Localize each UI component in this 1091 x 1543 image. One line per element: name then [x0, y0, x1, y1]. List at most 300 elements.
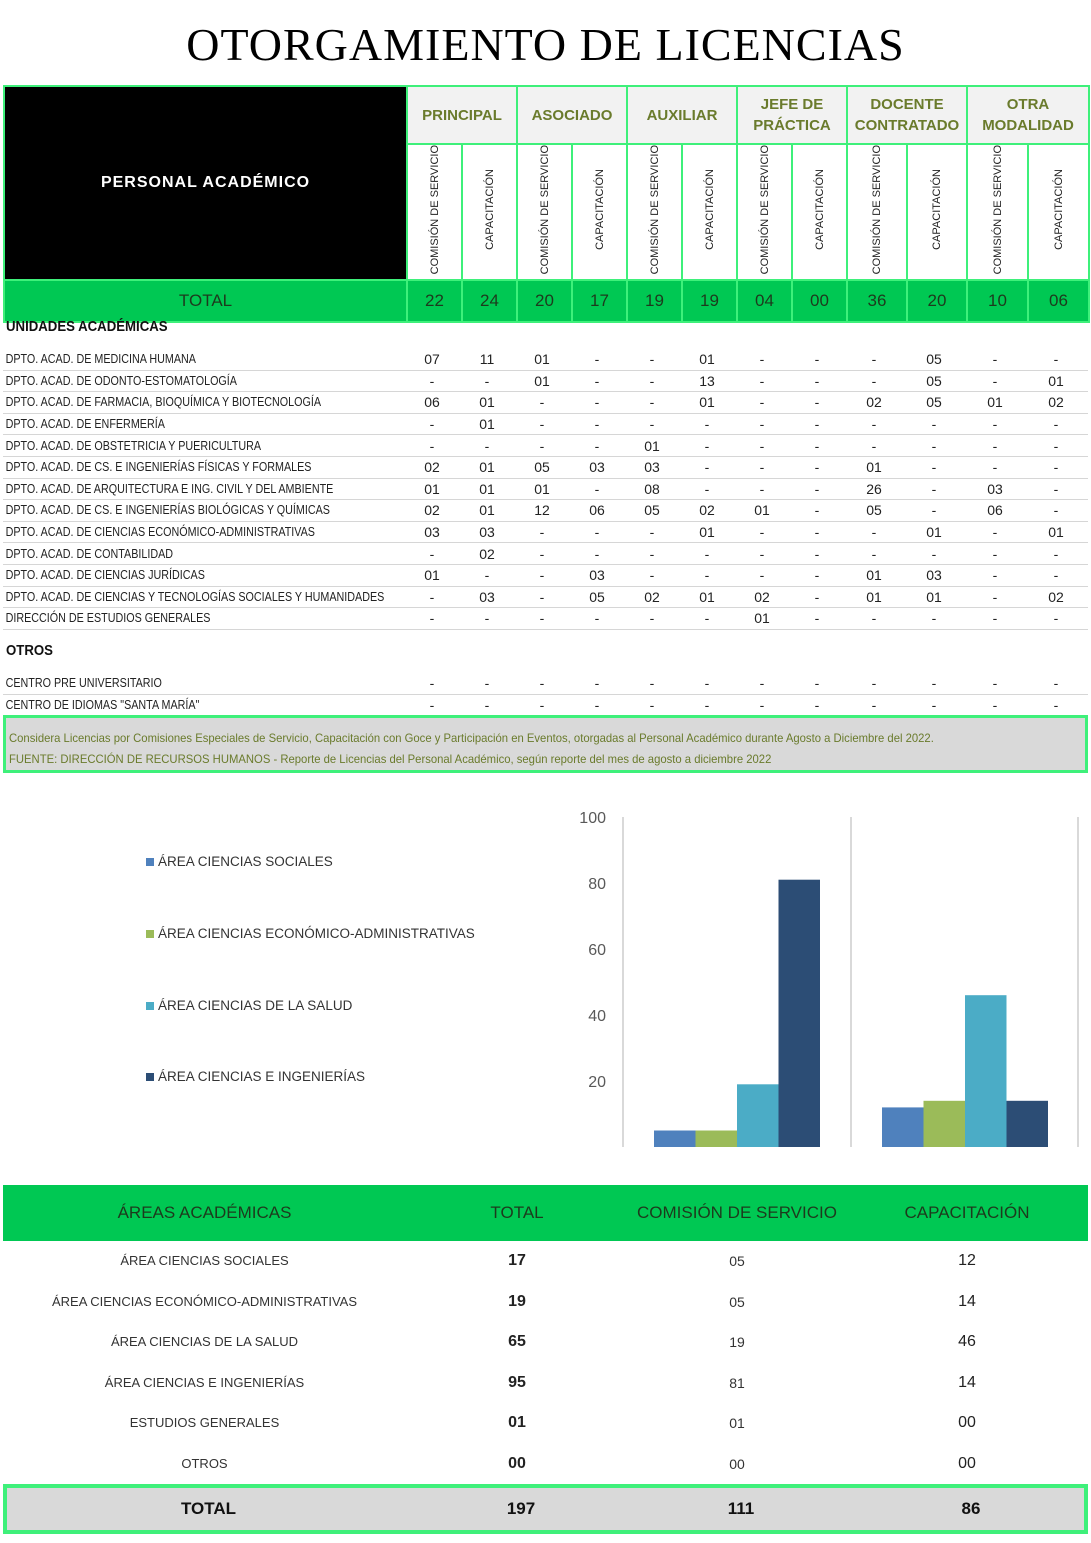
- row-value: 01: [926, 588, 942, 605]
- subheader-comision: COMISIÓN DE SERVICIO: [627, 144, 682, 280]
- row-value: -: [429, 545, 435, 562]
- y-tick-label: 40: [588, 1008, 606, 1025]
- row-label: DPTO. ACAD. DE CS. E INGENIERÍAS BIOLÓGICAS Y QUÍMICAS: [5, 503, 330, 518]
- row-value: -: [594, 372, 600, 389]
- row-value: 01: [866, 567, 882, 584]
- row-label: DIRECCIÓN DE ESTUDIOS GENERALES: [5, 611, 211, 626]
- table-row: [3, 500, 1088, 522]
- area-total: 01: [508, 1414, 526, 1431]
- row-value: 01: [1048, 372, 1064, 389]
- row-label: DPTO. ACAD. DE CIENCIAS JURÍDICAS: [5, 568, 205, 583]
- row-value: -: [871, 675, 877, 692]
- row-value: -: [539, 524, 545, 541]
- table-row: [3, 522, 1088, 544]
- table-row: [3, 543, 1088, 565]
- row-value: -: [871, 545, 877, 562]
- row-value: 02: [754, 588, 770, 605]
- row-value: -: [814, 588, 820, 605]
- subheader-capacitacion: CAPACITACIÓN: [907, 144, 967, 280]
- group-principal: PRINCIPAL: [407, 86, 517, 144]
- row-value: -: [759, 459, 765, 476]
- total-value: 06: [1028, 280, 1089, 322]
- row-value: -: [871, 524, 877, 541]
- row-value: 03: [644, 459, 660, 476]
- row-value: 01: [534, 372, 550, 389]
- row-value: -: [429, 416, 435, 433]
- table-row: [3, 1444, 1088, 1484]
- row-value: -: [484, 372, 490, 389]
- subheader-capacitacion: CAPACITACIÓN: [462, 144, 517, 280]
- row-value: -: [871, 372, 877, 389]
- row-value: -: [1053, 351, 1059, 368]
- row-label: DPTO. ACAD. DE CIENCIAS ECONÓMICO-ADMINISTRATIVAS: [5, 525, 315, 540]
- table-row: [3, 673, 1088, 695]
- row-value: -: [814, 459, 820, 476]
- row-value: -: [814, 675, 820, 692]
- group-asociado: ASOCIADO: [517, 86, 627, 144]
- bar: [924, 1101, 966, 1147]
- area-comision: 05: [729, 1253, 745, 1269]
- row-value: -: [539, 588, 545, 605]
- chart-svg: [0, 790, 1091, 1160]
- row-value: -: [759, 545, 765, 562]
- area-total: 17: [508, 1252, 526, 1269]
- row-value: -: [539, 567, 545, 584]
- row-value: -: [992, 372, 998, 389]
- y-tick-label: 100: [579, 810, 606, 827]
- row-value: 06: [424, 394, 440, 411]
- area-capacitacion: 12: [958, 1252, 976, 1269]
- row-value: -: [429, 437, 435, 454]
- total-value: 22: [407, 280, 462, 322]
- row-value: -: [992, 545, 998, 562]
- area-area: ESTUDIOS GENERALES: [129, 1415, 280, 1430]
- row-value: 05: [926, 394, 942, 411]
- row-value: 01: [754, 502, 770, 519]
- personal-academico-header: PERSONAL ACADÉMICO: [4, 86, 407, 280]
- header-total: TOTAL: [490, 1203, 544, 1222]
- row-value: 01: [479, 502, 495, 519]
- row-label: DPTO. ACAD. DE OBSTETRICIA Y PUERICULTURA: [5, 438, 262, 453]
- row-value: -: [759, 372, 765, 389]
- total-value: 10: [967, 280, 1028, 322]
- row-value: -: [429, 696, 435, 713]
- areas-header: [3, 1185, 1088, 1241]
- row-value: 03: [589, 459, 605, 476]
- row-value: 02: [1048, 394, 1064, 411]
- row-value: -: [759, 394, 765, 411]
- row-value: -: [814, 351, 820, 368]
- row-value: -: [814, 524, 820, 541]
- row-value: 06: [987, 502, 1003, 519]
- row-value: 11: [479, 351, 495, 368]
- row-value: 03: [424, 524, 440, 541]
- row-value: -: [649, 545, 655, 562]
- row-value: -: [704, 567, 710, 584]
- table-row: [3, 457, 1088, 479]
- row-label: DPTO. ACAD. DE CS. E INGENIERÍAS FÍSICAS Y FORMALES: [5, 460, 312, 475]
- row-value: -: [1053, 675, 1059, 692]
- row-value: -: [594, 351, 600, 368]
- total-value: 17: [572, 280, 627, 322]
- row-value: 13: [699, 372, 715, 389]
- row-value: -: [484, 610, 490, 627]
- row-value: -: [814, 502, 820, 519]
- group-otra-modalidad: OTRA MODALIDAD: [967, 86, 1089, 144]
- row-value: -: [759, 351, 765, 368]
- row-label: DPTO. ACAD. DE CIENCIAS Y TECNOLOGÍAS SOCIALES Y HUMANIDADES: [5, 589, 385, 604]
- row-value: -: [992, 459, 998, 476]
- table-row: [3, 1282, 1088, 1322]
- row-value: -: [704, 416, 710, 433]
- row-value: 01: [479, 416, 495, 433]
- row-value: 12: [534, 502, 550, 519]
- row-value: 26: [866, 480, 882, 497]
- row-value: -: [539, 675, 545, 692]
- row-value: -: [814, 610, 820, 627]
- row-value: 02: [479, 545, 495, 562]
- row-value: 01: [644, 437, 660, 454]
- row-value: 05: [534, 459, 550, 476]
- row-value: -: [1053, 502, 1059, 519]
- row-value: 05: [866, 502, 882, 519]
- subheader-comision: COMISIÓN DE SERVICIO: [967, 144, 1028, 280]
- row-value: 03: [479, 588, 495, 605]
- table-row: [3, 587, 1088, 609]
- row-value: -: [931, 480, 937, 497]
- total-row-capacitacion: 86: [961, 1499, 981, 1518]
- row-label: DPTO. ACAD. DE CONTABILIDAD: [5, 546, 174, 561]
- row-value: -: [931, 545, 937, 562]
- total-value: 00: [792, 280, 847, 322]
- table-row: [3, 565, 1088, 587]
- row-value: -: [594, 545, 600, 562]
- row-value: -: [1053, 696, 1059, 713]
- row-value: 05: [926, 372, 942, 389]
- row-value: -: [992, 567, 998, 584]
- row-value: -: [484, 696, 490, 713]
- row-value: -: [429, 588, 435, 605]
- row-value: -: [539, 696, 545, 713]
- row-value: -: [704, 480, 710, 497]
- area-capacitacion: 14: [958, 1373, 976, 1391]
- row-value: 05: [926, 351, 942, 368]
- row-value: 07: [424, 351, 440, 368]
- row-value: -: [1053, 610, 1059, 627]
- row-value: -: [649, 610, 655, 627]
- row-value: 05: [589, 588, 605, 605]
- area-comision: 01: [729, 1415, 745, 1431]
- row-value: -: [484, 675, 490, 692]
- row-value: -: [649, 696, 655, 713]
- area-comision: 81: [729, 1374, 745, 1391]
- bar: [882, 1107, 924, 1147]
- header-areas: ÁREAS ACADÉMICAS: [117, 1203, 292, 1222]
- row-value: 01: [699, 394, 715, 411]
- row-value: 01: [479, 480, 495, 497]
- row-value: -: [649, 675, 655, 692]
- row-value: -: [759, 437, 765, 454]
- legend-label: ÁREA CIENCIAS SOCIALES: [158, 854, 333, 869]
- unidades-list: [3, 349, 1088, 630]
- area-total: 65: [508, 1333, 526, 1350]
- row-value: 01: [866, 588, 882, 605]
- row-value: 02: [699, 502, 715, 519]
- total-row-total: 197: [506, 1499, 536, 1518]
- row-value: -: [484, 567, 490, 584]
- area-comision: 19: [729, 1334, 745, 1350]
- legend-label: ÁREA CIENCIAS ECONÓMICO-ADMINISTRATIVAS: [158, 926, 475, 941]
- group-jefe-practica: JEFE DE PRÁCTICA: [737, 86, 847, 144]
- unidades-heading: UNIDADES ACADÉMICAS: [6, 318, 168, 335]
- row-value: -: [871, 351, 877, 368]
- row-value: -: [704, 696, 710, 713]
- row-value: -: [594, 480, 600, 497]
- total-row-comision: 111: [727, 1499, 755, 1518]
- area-total: 00: [508, 1454, 526, 1472]
- row-value: 01: [479, 394, 495, 411]
- row-value: 01: [1048, 524, 1064, 541]
- area-capacitacion: 00: [958, 1454, 976, 1472]
- header-comision: COMISIÓN DE SERVICIO: [637, 1203, 837, 1222]
- total-value: 20: [517, 280, 572, 322]
- bar: [779, 880, 821, 1147]
- row-value: -: [871, 610, 877, 627]
- row-value: 01: [534, 351, 550, 368]
- table-row: [3, 608, 1088, 630]
- row-label: DPTO. ACAD. DE ODONTO-ESTOMATOLOGÍA: [5, 373, 237, 388]
- total-value: 04: [737, 280, 792, 322]
- row-value: -: [1053, 459, 1059, 476]
- note-line-1: Considera Licencias por Comisiones Especiales de Servicio, Capacitación con Goce y Participación en Eventos, otorgadas al Personal Académico durante Agosto a Diciembre del 2022.: [9, 731, 934, 745]
- bar-chart: [0, 790, 1091, 1160]
- total-value: 36: [847, 280, 907, 322]
- bar: [654, 1131, 696, 1148]
- row-value: -: [931, 416, 937, 433]
- row-value: -: [539, 545, 545, 562]
- row-value: -: [429, 610, 435, 627]
- row-value: -: [931, 696, 937, 713]
- row-value: -: [1053, 567, 1059, 584]
- row-value: -: [1053, 416, 1059, 433]
- row-value: -: [539, 394, 545, 411]
- area-area: ÁREA CIENCIAS ECONÓMICO-ADMINISTRATIVAS: [51, 1293, 358, 1309]
- row-value: -: [649, 416, 655, 433]
- row-value: 01: [926, 524, 942, 541]
- row-value: -: [539, 416, 545, 433]
- legend-label: ÁREA CIENCIAS DE LA SALUD: [158, 998, 353, 1013]
- total-value: 19: [682, 280, 737, 322]
- table-row: [3, 479, 1088, 501]
- row-value: 01: [699, 524, 715, 541]
- group-auxiliar: AUXILIAR: [627, 86, 737, 144]
- row-value: -: [594, 394, 600, 411]
- area-comision: 05: [729, 1293, 745, 1310]
- row-value: -: [759, 416, 765, 433]
- row-value: -: [814, 567, 820, 584]
- subheader-capacitacion: CAPACITACIÓN: [792, 144, 847, 280]
- subheader-capacitacion: CAPACITACIÓN: [1028, 144, 1089, 280]
- note-line-2: FUENTE: DIRECCIÓN DE RECURSOS HUMANOS - Reporte de Licencias del Personal Académico, según reporte del mes de agosto a diciembre 2022: [9, 752, 772, 766]
- row-value: 03: [589, 567, 605, 584]
- row-value: -: [814, 416, 820, 433]
- y-tick-label: 80: [588, 876, 606, 893]
- row-value: -: [759, 675, 765, 692]
- header-capacitacion: CAPACITACIÓN: [904, 1203, 1030, 1222]
- area-capacitacion: 46: [958, 1333, 976, 1350]
- row-value: -: [704, 545, 710, 562]
- y-tick-label: 60: [588, 942, 606, 959]
- row-value: -: [814, 480, 820, 497]
- table-row: [3, 1403, 1088, 1443]
- row-value: -: [931, 675, 937, 692]
- row-value: 06: [589, 502, 605, 519]
- row-value: -: [931, 610, 937, 627]
- row-value: -: [704, 610, 710, 627]
- row-value: 03: [987, 480, 1003, 497]
- bar: [965, 995, 1007, 1147]
- row-value: -: [814, 437, 820, 454]
- row-value: -: [931, 437, 937, 454]
- row-value: -: [759, 567, 765, 584]
- total-label: TOTAL: [4, 280, 407, 322]
- area-capacitacion: 14: [958, 1292, 976, 1310]
- row-value: -: [814, 545, 820, 562]
- row-value: -: [539, 437, 545, 454]
- row-value: 02: [1048, 588, 1064, 605]
- row-value: -: [759, 480, 765, 497]
- row-value: -: [992, 696, 998, 713]
- area-area: ÁREA CIENCIAS E INGENIERÍAS: [104, 1374, 305, 1390]
- table-row: [3, 1322, 1088, 1362]
- row-value: -: [429, 675, 435, 692]
- source-note: [3, 715, 1088, 773]
- row-value: 08: [644, 480, 660, 497]
- subheader-comision: COMISIÓN DE SERVICIO: [737, 144, 792, 280]
- area-total: 19: [508, 1292, 526, 1310]
- row-value: 03: [926, 567, 942, 584]
- row-value: -: [931, 502, 937, 519]
- row-value: -: [1053, 545, 1059, 562]
- table-row: [3, 1241, 1088, 1281]
- row-value: 02: [424, 459, 440, 476]
- bar: [1007, 1101, 1049, 1147]
- row-value: -: [992, 588, 998, 605]
- row-label: DPTO. ACAD. DE MEDICINA HUMANA: [5, 352, 196, 367]
- subheader-capacitacion: CAPACITACIÓN: [572, 144, 627, 280]
- row-value: -: [814, 372, 820, 389]
- group-docente-contratado: DOCENTE CONTRATADO: [847, 86, 967, 144]
- row-value: -: [992, 351, 998, 368]
- total-value: 20: [907, 280, 967, 322]
- row-value: -: [594, 416, 600, 433]
- row-value: -: [704, 459, 710, 476]
- table-row: [3, 414, 1088, 436]
- area-comision: 00: [729, 1455, 745, 1472]
- table-row: [3, 371, 1088, 393]
- total-row-label: TOTAL: [180, 1499, 237, 1518]
- row-value: -: [1053, 480, 1059, 497]
- page-title: OTORGAMIENTO DE LICENCIAS: [186, 19, 905, 70]
- row-value: 01: [699, 588, 715, 605]
- row-value: -: [429, 372, 435, 389]
- subheader-comision: COMISIÓN DE SERVICIO: [517, 144, 572, 280]
- table-row: [3, 349, 1088, 371]
- row-value: -: [871, 696, 877, 713]
- row-value: -: [992, 675, 998, 692]
- otros-list: [3, 673, 1088, 716]
- row-value: 01: [424, 567, 440, 584]
- row-value: -: [649, 372, 655, 389]
- area-capacitacion: 00: [958, 1414, 976, 1431]
- row-label: CENTRO DE IDIOMAS "SANTA MARÍA": [5, 697, 200, 712]
- table-row: [3, 1363, 1088, 1403]
- row-value: -: [1053, 437, 1059, 454]
- row-value: 01: [987, 394, 1003, 411]
- row-value: -: [871, 437, 877, 454]
- bar: [696, 1131, 738, 1148]
- row-value: -: [594, 675, 600, 692]
- area-area: ÁREA CIENCIAS SOCIALES: [120, 1253, 289, 1268]
- table-row: [3, 695, 1088, 717]
- row-value: 01: [754, 610, 770, 627]
- licencias-table: [3, 85, 1090, 323]
- row-label: CENTRO PRE UNIVERSITARIO: [5, 676, 162, 691]
- row-value: 02: [644, 588, 660, 605]
- row-value: -: [649, 567, 655, 584]
- row-value: 02: [866, 394, 882, 411]
- row-value: 01: [424, 480, 440, 497]
- row-label: DPTO. ACAD. DE ENFERMERÍA: [5, 417, 165, 432]
- row-value: -: [484, 437, 490, 454]
- total-value: 24: [462, 280, 517, 322]
- row-value: -: [649, 394, 655, 411]
- row-value: -: [704, 675, 710, 692]
- subheader-comision: COMISIÓN DE SERVICIO: [847, 144, 907, 280]
- area-area: OTROS: [181, 1455, 228, 1471]
- row-value: 01: [479, 459, 495, 476]
- area-area: ÁREA CIENCIAS DE LA SALUD: [110, 1334, 299, 1349]
- row-value: -: [992, 524, 998, 541]
- row-value: -: [594, 437, 600, 454]
- table-row: [3, 392, 1088, 414]
- row-label: DPTO. ACAD. DE ARQUITECTURA E ING. CIVIL Y DEL AMBIENTE: [5, 481, 334, 496]
- row-value: -: [594, 524, 600, 541]
- row-value: 02: [424, 502, 440, 519]
- row-value: 01: [699, 351, 715, 368]
- row-value: -: [992, 437, 998, 454]
- row-value: -: [759, 524, 765, 541]
- otros-heading: OTROS: [6, 642, 53, 659]
- row-value: -: [814, 696, 820, 713]
- subheader-comision: COMISIÓN DE SERVICIO: [407, 144, 462, 280]
- row-value: -: [871, 416, 877, 433]
- row-value: -: [814, 394, 820, 411]
- row-value: -: [594, 696, 600, 713]
- total-value: 19: [627, 280, 682, 322]
- row-value: -: [992, 610, 998, 627]
- subheader-capacitacion: CAPACITACIÓN: [682, 144, 737, 280]
- row-value: 03: [479, 524, 495, 541]
- row-value: -: [931, 459, 937, 476]
- row-value: -: [649, 351, 655, 368]
- area-total: 95: [508, 1373, 526, 1391]
- legend-label: ÁREA CIENCIAS E INGENIERÍAS: [158, 1069, 366, 1084]
- row-value: -: [759, 696, 765, 713]
- table-row: [3, 435, 1088, 457]
- row-value: -: [992, 416, 998, 433]
- bar: [737, 1084, 779, 1147]
